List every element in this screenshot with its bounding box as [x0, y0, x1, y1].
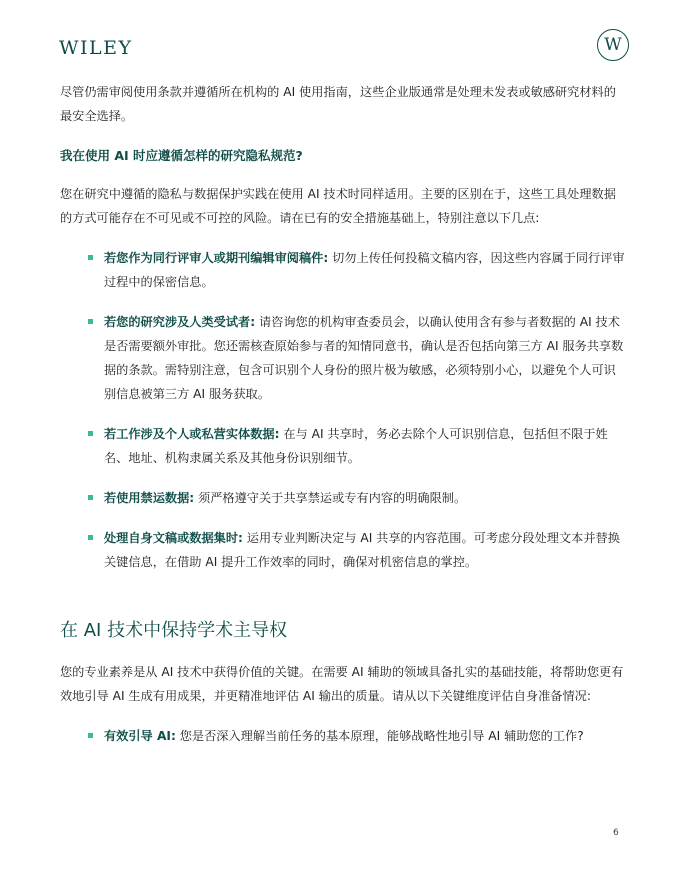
- item-lead: 若工作涉及个人或私营实体数据:: [104, 427, 280, 441]
- item-lead: 若您的研究涉及人类受试者:: [104, 315, 256, 329]
- page-content: [60, 80, 626, 748]
- page-number: 6: [613, 828, 619, 838]
- item-text: 须严格遵守关于共享禁运或专有内容的明确限制。: [194, 491, 467, 505]
- bullet-icon: [88, 495, 93, 500]
- list-item: [60, 422, 626, 470]
- list-item: [60, 310, 626, 406]
- emblem-letter: W: [604, 35, 622, 55]
- bullet-icon: [88, 431, 93, 436]
- item-text: 在与 AI 共享时，务必去除个人可识别信息，包括但不限于姓名、地址、机构隶属关系及其他身份识别细节。: [104, 427, 608, 465]
- item-lead: 处理自身文稿或数据集时:: [104, 531, 243, 545]
- bullet-icon: [88, 535, 93, 540]
- list-item: [60, 486, 626, 510]
- privacy-paragraph: 您在研究中遵循的隐私与数据保护实践在使用 AI 技术时同样适用。主要的区别在于，这些工具处理数据的方式可能存在不可见或不可控的风险。请在已有的安全措施基础上，特别注意以下几点:: [60, 187, 616, 225]
- bullet-icon: [88, 319, 93, 324]
- item-text: 您是否深入理解当前任务的基本原理，能够战略性地引导 AI 辅助您的工作?: [175, 729, 584, 743]
- leadership-heading: 在 AI 技术中保持学术主导权: [60, 620, 288, 641]
- item-text: 切勿上传任何投稿文稿内容，因这些内容属于同行评审过程中的保密信息。: [104, 251, 625, 289]
- bullet-icon: [88, 733, 93, 738]
- item-lead: 有效引导 AI:: [104, 729, 176, 743]
- wiley-emblem-icon: [597, 29, 629, 61]
- leadership-list: [60, 724, 626, 748]
- wiley-logo: WILEY: [59, 37, 133, 59]
- page-header: [0, 0, 680, 80]
- item-lead: 若您作为同行评审人或期刊编辑审阅稿件:: [104, 251, 329, 265]
- item-lead: 若使用禁运数据:: [104, 491, 195, 505]
- item-text: 请咨询您的机构审查委员会，以确认使用含有参与者数据的 AI 技术是否需要额外审批。您还需核查原始参与者的知情同意书，确认是否包括向第三方 AI 服务共享数据的条款。需特别注意，包含可识别个人身份的照片极为敏感，必须特别小心，以避免个人可识别信息被第三方 AI 服务获取。: [104, 315, 624, 401]
- list-item: [60, 526, 626, 574]
- privacy-heading: 我在使用 AI 时应遵循怎样的研究隐私规范?: [60, 148, 303, 163]
- leadership-paragraph: 您的专业素养是从 AI 技术中获得价值的关键。在需要 AI 辅助的领域具备扎实的基础技能，将帮助您更有效地引导 AI 生成有用成果，并更精准地评估 AI 输出的质量。请从以下关键维度评估自身准备情况:: [60, 665, 624, 703]
- list-item: [60, 724, 626, 748]
- intro-paragraph: 尽管仍需审阅使用条款并遵循所在机构的 AI 使用指南，这些企业版通常是处理未发表或敏感研究材料的最安全选择。: [60, 85, 616, 123]
- bullet-icon: [88, 255, 93, 260]
- item-text: 运用专业判断决定与 AI 共享的内容范围。可考虑分段处理文本并替换关键信息，在借助 AI 提升工作效率的同时，确保对机密信息的掌控。: [104, 531, 620, 569]
- list-item: [60, 246, 626, 294]
- privacy-list: [60, 246, 626, 574]
